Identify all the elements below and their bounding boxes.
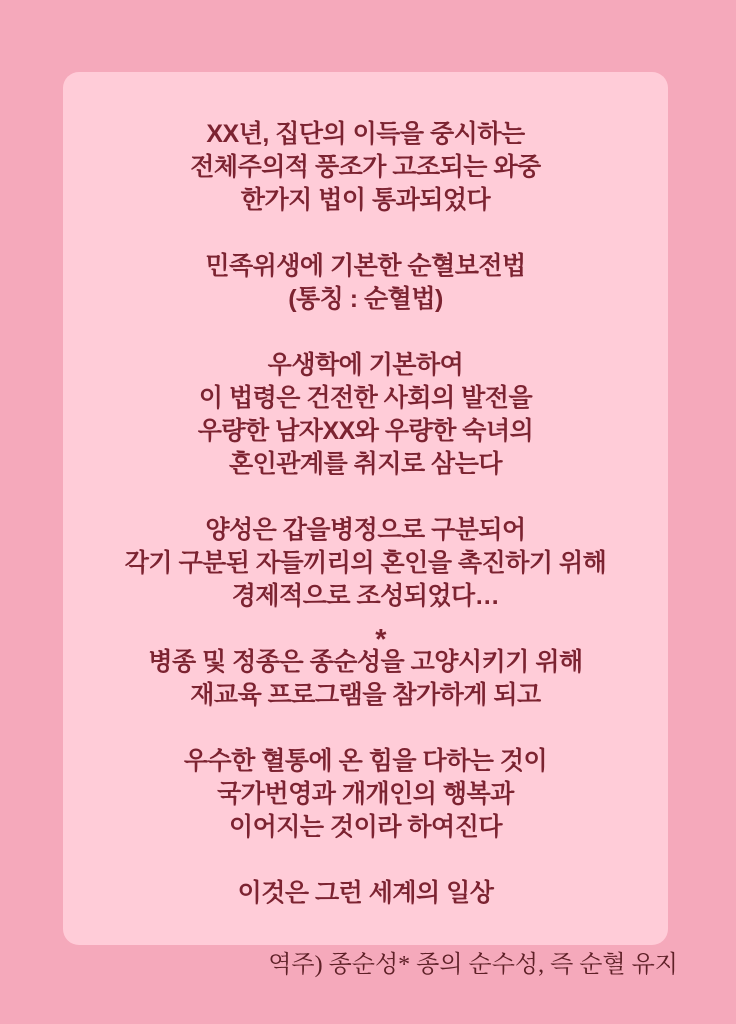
text-line: 각기 구분된 자들끼리의 혼인을 촉진하기 위해 <box>124 549 607 577</box>
paragraph <box>63 624 668 712</box>
text-line: 이어지는 것이라 하여진다 <box>228 813 503 841</box>
text-panel <box>63 72 668 945</box>
text-line: XX년, 집단의 이득을 중시하는 <box>206 120 525 148</box>
translator-note: 역주) 종순성* 종의 순수성, 즉 순혈 유지 <box>268 952 678 978</box>
text-line: (통칭 : 순혈법) <box>288 285 443 313</box>
text-line: 우량한 남자XX와 우량한 숙녀의 <box>197 417 534 445</box>
text-line: 한가지 법이 통과되었다 <box>240 186 491 214</box>
text-segment: 을 고양시키기 위해 <box>380 648 583 676</box>
paragraph <box>63 877 668 910</box>
text-line: 우수한 혈통에 온 힘을 다하는 것이 <box>183 747 548 775</box>
text-line: 재교육 프로그램을 참가하게 되고 <box>190 681 541 709</box>
text-segment: 병종 및 정종은 종순성 <box>148 648 381 676</box>
text-line: 혼인관계를 취지로 삼는다 <box>228 450 503 478</box>
text-line: 우생학에 기본하여 <box>267 351 464 379</box>
paragraph <box>63 118 668 217</box>
paragraph <box>63 745 668 844</box>
text-line: 양성은 갑을병정으로 구분되어 <box>205 516 526 544</box>
card-text <box>63 72 668 910</box>
text-line: 이것은 그런 세계의 일상 <box>237 879 494 907</box>
text-line: 국가번영과 개개인의 행복과 <box>217 780 514 808</box>
paragraph <box>63 250 668 316</box>
text-line: 경제적으로 조성되었다… <box>231 582 500 610</box>
paragraph <box>63 514 668 613</box>
text-line: 병종 및 정종은 종순성 * 을 고양시키기 위해 <box>148 624 583 676</box>
text-line: 이 법령은 건전한 사회의 발전을 <box>198 384 533 412</box>
paragraph <box>63 349 668 481</box>
text-line: 민족위생에 기본한 순혈보전법 <box>205 252 526 280</box>
text-line: 전체주의적 풍조가 고조되는 와중 <box>190 153 541 181</box>
